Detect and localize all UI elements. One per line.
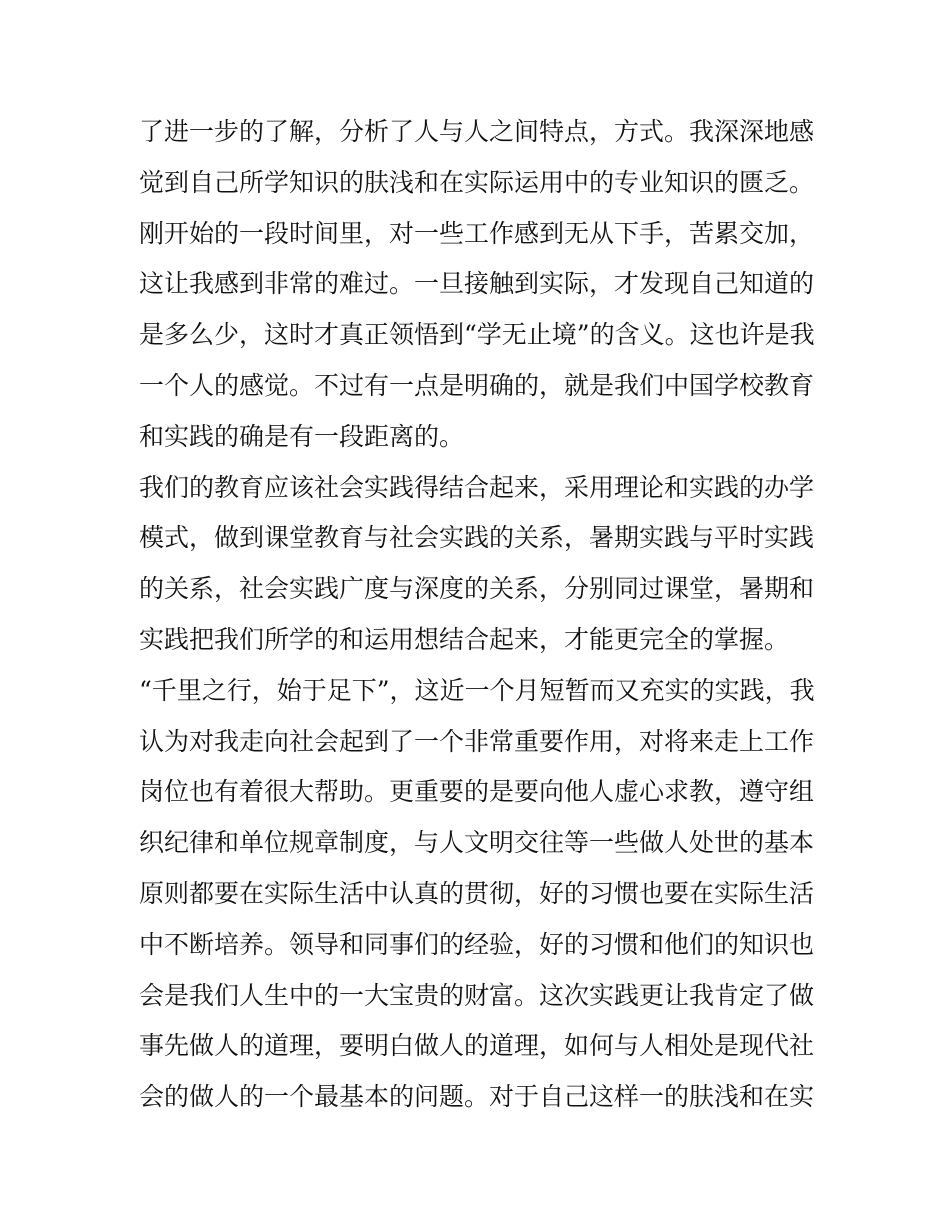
text-line: 模式，做到课堂教育与社会实践的关系，暑期实践与平时实践 [139, 523, 815, 553]
text-line: 中不断培养。领导和同事们的经验，好的习惯和他们的知识也 [139, 929, 815, 959]
text-line: 的关系，社会实践广度与深度的关系，分别同过课堂，暑期和 [139, 574, 815, 604]
text-line: 和实践的确是有一段距离的。 [139, 421, 465, 451]
text-line: 实践把我们所学的和运用想结合起来，才能更完全的掌握。 [139, 624, 790, 654]
text-line: 会的做人的一个最基本的问题。对于自己这样一的肤浅和在实 [139, 1082, 815, 1112]
text-line: 织纪律和单位规章制度，与人文明交往等一些做人处世的基本 [139, 828, 815, 858]
text-line: 这让我感到非常的难过。一旦接触到实际，才发现自己知道的 [139, 269, 815, 299]
text-line: 一个人的感觉。不过有一点是明确的，就是我们中国学校教育 [139, 370, 815, 400]
text-line: 认为对我走向社会起到了一个非常重要作用，对将来走上工作 [139, 726, 815, 756]
text-line: 事先做人的道理，要明白做人的道理，如何与人相处是现代社 [139, 1031, 815, 1061]
text-line: 是多么少，这时才真正领悟到“学无止境”的含义。这也许是我 [139, 320, 815, 350]
text-line: 我们的教育应该社会实践得结合起来，采用理论和实践的办学 [139, 472, 815, 502]
text-line: 原则都要在实际生活中认真的贯彻，好的习惯也要在实际生活 [139, 878, 815, 908]
text-line: 岗位也有着很大帮助。更重要的是要向他人虚心求教，遵守组 [139, 777, 815, 807]
text-line: 了进一步的了解，分析了人与人之间特点，方式。我深深地感 [139, 117, 815, 146]
text-line: 觉到自己所学知识的肤浅和在实际运用中的专业知识的匮乏。 [139, 167, 815, 197]
text-line: “千里之行，始于足下”，这近一个月短暂而又充实的实践，我 [139, 675, 815, 705]
body-text [139, 107, 829, 1123]
text-line: 会是我们人生中的一大宝贵的财富。这次实践更让我肯定了做 [139, 980, 815, 1010]
text-line: 刚开始的一段时间里，对一些工作感到无从下手，苦累交加， [139, 218, 815, 248]
